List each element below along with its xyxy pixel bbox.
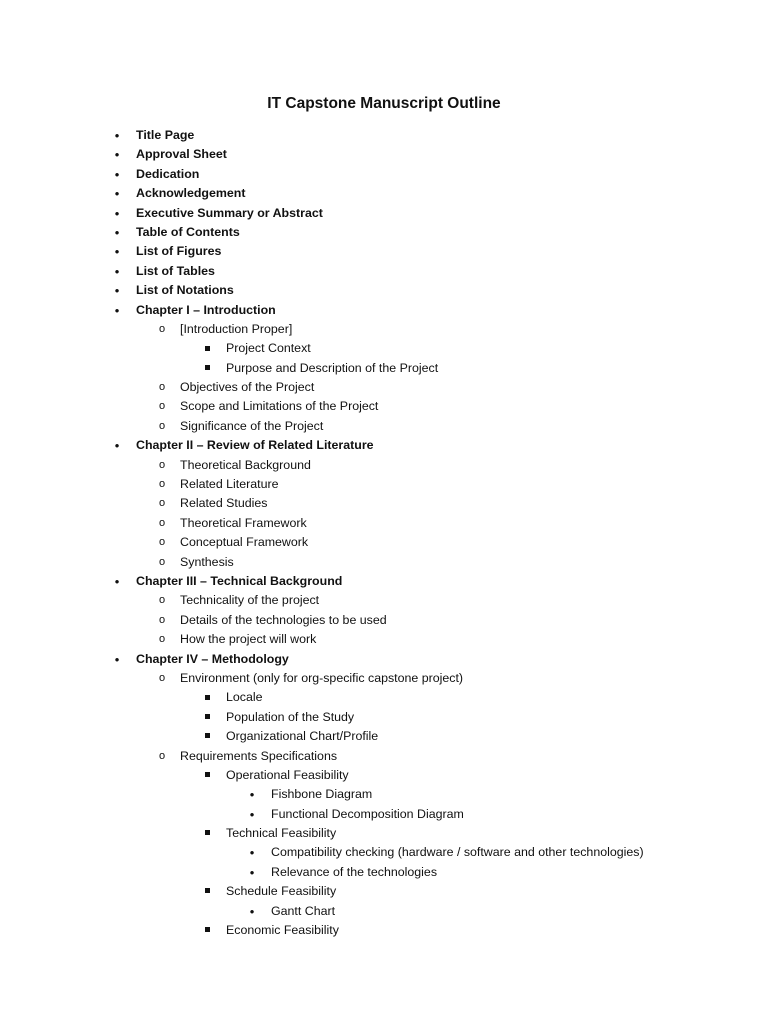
square-bullet-icon xyxy=(200,727,214,746)
outline-item-level-4 xyxy=(0,785,768,804)
document-title: IT Capstone Manuscript Outline xyxy=(267,95,501,112)
outline-item-level-3 xyxy=(0,688,768,707)
bullet-icon: • xyxy=(114,573,120,589)
outline-item-text: Details of the technologies to be used xyxy=(180,612,387,627)
square-bullet-icon xyxy=(200,766,214,785)
outline-item-level-2 xyxy=(0,591,768,610)
outline-item-text: [Introduction Proper] xyxy=(180,321,293,336)
outline-item-level-2 xyxy=(0,378,768,397)
outline-item-level-3 xyxy=(0,766,768,785)
outline-item-level-2 xyxy=(0,475,768,494)
outline-item-text: Technical Feasibility xyxy=(226,826,337,841)
outline-item-level-1 xyxy=(0,436,768,455)
hollow-circle-icon: o xyxy=(158,497,166,510)
outline-item-text: Project Context xyxy=(226,341,311,356)
outline-item-level-2 xyxy=(0,417,768,436)
hollow-circle-icon: o xyxy=(158,478,166,491)
outline-item-text: How the project will work xyxy=(180,632,317,647)
outline-item-text: Locale xyxy=(226,690,263,705)
bullet-icon: • xyxy=(114,147,120,163)
bullet-icon: • xyxy=(114,186,120,202)
outline-item-level-3 xyxy=(0,727,768,746)
outline-item-text: Gantt Chart xyxy=(271,903,336,918)
outline-item-level-1 xyxy=(0,242,768,261)
outline-item-level-2 xyxy=(0,630,768,649)
outline-item-level-2 xyxy=(0,397,768,416)
outline-item-level-2 xyxy=(0,747,768,766)
bullet-icon: • xyxy=(249,903,255,919)
outline-item-level-4 xyxy=(0,863,768,882)
outline-item-text: Economic Feasibility xyxy=(226,923,339,938)
outline-item-level-1 xyxy=(0,223,768,242)
outline-item-text: Synthesis xyxy=(180,554,234,569)
outline-item-level-3 xyxy=(0,359,768,378)
outline-item-level-2 xyxy=(0,320,768,339)
bullet-icon: • xyxy=(114,263,120,279)
hollow-circle-icon: o xyxy=(158,749,166,762)
outline-item-text: Technicality of the project xyxy=(180,593,320,608)
outline-item-level-2 xyxy=(0,514,768,533)
outline-item-text: Compatibility checking (hardware / software and other technologies) xyxy=(271,845,644,860)
outline-item-text: Chapter IV – Methodology xyxy=(136,651,289,666)
bullet-icon: • xyxy=(249,787,255,803)
outline-item-text: Environment (only for org-specific capstone project) xyxy=(180,670,464,685)
outline-item-text: Operational Feasibility xyxy=(226,767,349,782)
hollow-circle-icon: o xyxy=(158,613,166,626)
bullet-icon: • xyxy=(114,205,120,221)
outline-item-text: Dedication xyxy=(136,166,200,181)
outline-item-text: Requirements Specifications xyxy=(180,748,338,763)
hollow-circle-icon: o xyxy=(158,419,166,432)
outline-list xyxy=(0,126,768,940)
bullet-icon: • xyxy=(114,224,120,240)
hollow-circle-icon: o xyxy=(158,594,166,607)
outline-item-level-4 xyxy=(0,902,768,921)
square-bullet-icon xyxy=(200,824,214,843)
bullet-icon: • xyxy=(114,166,120,182)
outline-item-text: Chapter III – Technical Background xyxy=(136,573,343,588)
outline-item-level-1 xyxy=(0,165,768,184)
outline-item-text: List of Tables xyxy=(136,263,215,278)
hollow-circle-icon: o xyxy=(158,516,166,529)
hollow-circle-icon: o xyxy=(158,458,166,471)
square-bullet-icon xyxy=(200,882,214,901)
outline-item-text: Chapter I – Introduction xyxy=(136,302,276,317)
square-bullet-icon xyxy=(200,359,214,378)
square-bullet-icon xyxy=(200,688,214,707)
outline-item-text: Title Page xyxy=(136,128,195,142)
square-bullet-icon xyxy=(200,708,214,727)
outline-item-text: Theoretical Framework xyxy=(180,515,307,530)
outline-item-level-1 xyxy=(0,650,768,669)
bullet-icon: • xyxy=(249,845,255,861)
outline-item-level-1 xyxy=(0,204,768,223)
outline-item-level-2 xyxy=(0,533,768,552)
outline-item-text: Theoretical Background xyxy=(180,457,311,472)
bullet-icon: • xyxy=(114,283,120,299)
outline-item-text: List of Notations xyxy=(136,283,234,298)
hollow-circle-icon: o xyxy=(158,671,166,684)
outline-item-text: List of Figures xyxy=(136,244,222,259)
outline-item-level-1 xyxy=(0,262,768,281)
bullet-icon: • xyxy=(249,806,255,822)
outline-item-level-4 xyxy=(0,843,768,862)
outline-item-level-3 xyxy=(0,339,768,358)
outline-item-level-2 xyxy=(0,669,768,688)
outline-item-level-2 xyxy=(0,494,768,513)
bullet-icon: • xyxy=(114,128,120,143)
outline-item-level-2 xyxy=(0,611,768,630)
outline-item-level-2 xyxy=(0,456,768,475)
outline-item-text: Chapter II – Review of Related Literature xyxy=(136,438,374,453)
square-bullet-icon xyxy=(200,921,214,940)
bullet-icon: • xyxy=(249,864,255,880)
outline-item-text: Acknowledgement xyxy=(136,186,246,201)
hollow-circle-icon: o xyxy=(158,322,166,335)
outline-item-text: Conceptual Framework xyxy=(180,535,309,550)
square-bullet-icon xyxy=(200,339,214,358)
outline-item-text: Objectives of the Project xyxy=(180,380,315,395)
outline-item-level-4 xyxy=(0,805,768,824)
hollow-circle-icon: o xyxy=(158,555,166,568)
outline-item-text: Relevance of the technologies xyxy=(271,864,438,879)
outline-item-text: Organizational Chart/Profile xyxy=(226,729,379,744)
outline-item-text: Fishbone Diagram xyxy=(271,787,373,802)
outline-item-level-3 xyxy=(0,708,768,727)
bullet-icon: • xyxy=(114,651,120,667)
outline-item-level-1 xyxy=(0,281,768,300)
outline-item-text: Table of Contents xyxy=(136,224,240,239)
outline-item-text: Schedule Feasibility xyxy=(226,884,337,899)
outline-item-text: Significance of the Project xyxy=(180,418,324,433)
bullet-icon: • xyxy=(114,244,120,260)
bullet-icon: • xyxy=(114,302,120,318)
hollow-circle-icon: o xyxy=(158,381,166,394)
hollow-circle-icon: o xyxy=(158,536,166,549)
hollow-circle-icon: o xyxy=(158,633,166,646)
outline-item-level-2 xyxy=(0,553,768,572)
outline-item-text: Purpose and Description of the Project xyxy=(226,360,439,375)
outline-item-text: Functional Decomposition Diagram xyxy=(271,806,464,821)
bullet-icon: • xyxy=(114,438,120,454)
outline-item-level-1 xyxy=(0,126,768,145)
outline-item-text: Executive Summary or Abstract xyxy=(136,205,323,220)
hollow-circle-icon: o xyxy=(158,400,166,413)
outline-item-level-1 xyxy=(0,301,768,320)
outline-item-text: Approval Sheet xyxy=(136,147,227,162)
outline-item-text: Related Literature xyxy=(180,477,279,492)
outline-item-level-3 xyxy=(0,921,768,940)
outline-item-level-3 xyxy=(0,824,768,843)
outline-item-text: Scope and Limitations of the Project xyxy=(180,399,379,414)
outline-item-level-1 xyxy=(0,184,768,203)
outline-item-level-3 xyxy=(0,882,768,901)
outline-item-level-1 xyxy=(0,145,768,164)
outline-item-level-1 xyxy=(0,572,768,591)
outline-item-text: Related Studies xyxy=(180,496,268,511)
outline-item-text: Population of the Study xyxy=(226,709,355,724)
